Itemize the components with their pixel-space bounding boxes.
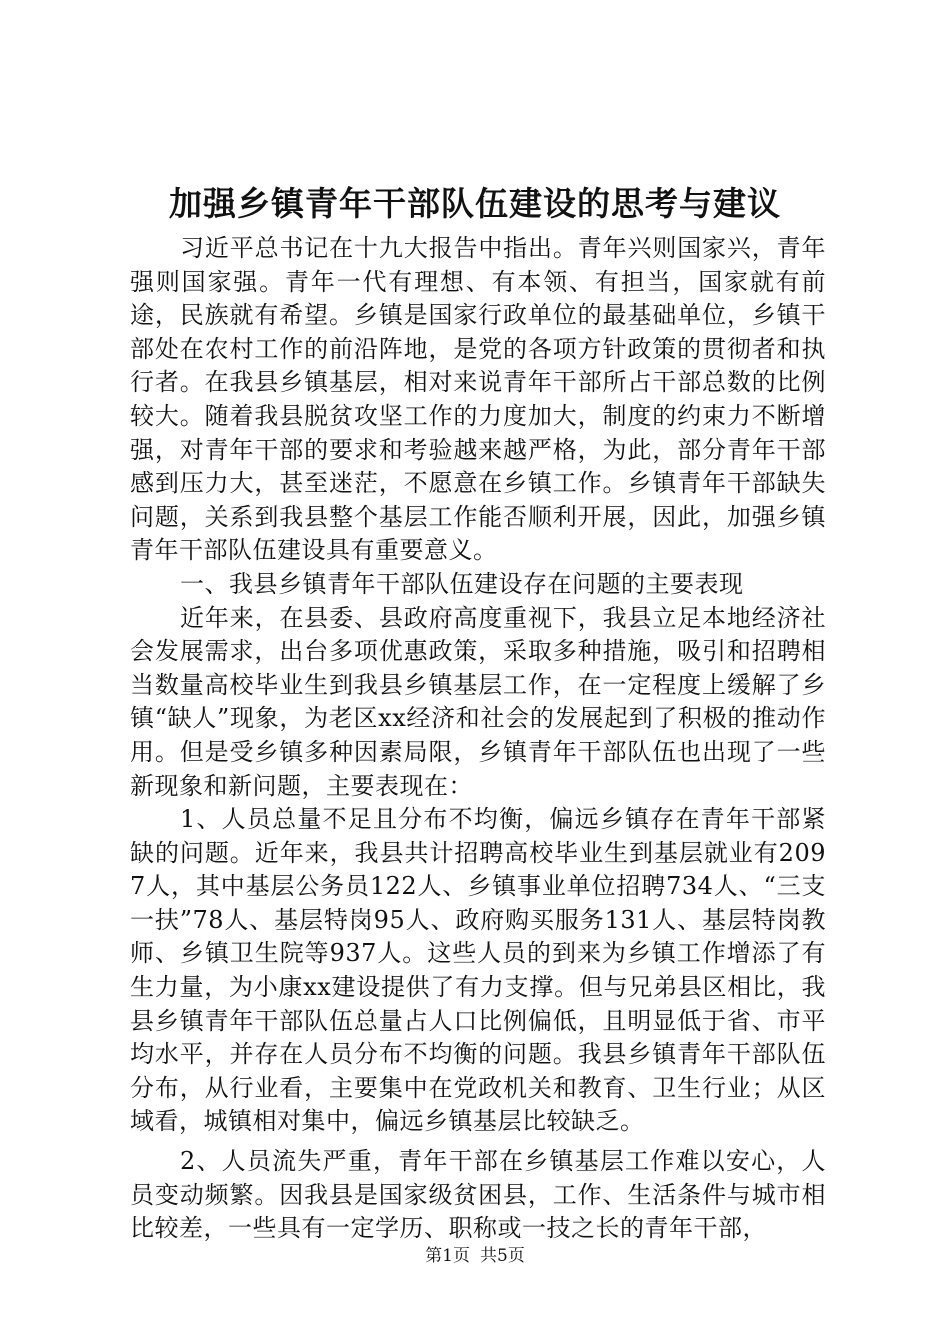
section-heading-1: 一、我县乡镇青年干部队伍建设存在问题的主要表现: [180, 569, 744, 598]
document-title: 加强乡镇青年干部队伍建设的思考与建议: [169, 184, 781, 223]
document-body: [130, 232, 826, 1246]
paragraph-overview: 近年来，在县委、县政府高度重视下，我县立足本地经济社会发展需求，出台多项优惠政策，采取多种措施，吸引和招聘相当数量高校毕业生到我县乡镇基层工作，在一定程度上缓解了乡镇“缺人”现象，为老区xx经济和社会的发展起到了积极的推动作用。但是受乡镇多种因素局限，乡镇青年干部队伍也出现了一些新现象和新问题，主要表现在：: [130, 603, 826, 800]
page-total: 共5页: [480, 1246, 525, 1266]
paragraph-point-1: 1、人员总量不足且分布不均衡，偏远乡镇存在青年干部紧缺的问题。近年来，我县共计招聘高校毕业生到基层就业有2097人，其中基层公务员122人、乡镇事业单位招聘734人、“三支一扶”78人、基层特岗95人、政府购买服务131人、基层特岗教师、乡镇卫生院等937人。这些人员的到来为乡镇工作增添了有生力量，为小康xx建设提供了有力支撑。但与兄弟县区相比，我县乡镇青年干部队伍总量占人口比例偏低，且明显低于省、市平均水平，并存在人员分布不均衡的问题。我县乡镇青年干部队伍分布，从行业看，主要集中在党政机关和教育、卫生行业；从区域看，城镇相对集中，偏远乡镇基层比较缺乏。: [130, 805, 826, 1136]
paragraph-point-2: 2、人员流失严重，青年干部在乡镇基层工作难以安心，人员变动频繁。因我县是国家级贫困县，工作、生活条件与城市相比较差，一些具有一定学历、职称或一技之长的青年干部，: [130, 1147, 826, 1243]
page-number: 第1页: [425, 1246, 470, 1266]
paragraph-intro: 习近平总书记在十九大报告中指出。青年兴则国家兴，青年强则国家强。青年一代有理想、有本领、有担当，国家就有前途，民族就有希望。乡镇是国家行政单位的最基础单位，乡镇干部处在农村工作的前沿阵地，是党的各项方针政策的贯彻者和执行者。在我县乡镇基层，相对来说青年干部所占干部总数的比例较大。随着我县脱贫攻坚工作的力度加大，制度的约束力不断增强，对青年干部的要求和考验越来越严格，为此，部分青年干部感到压力大，甚至迷茫，不愿意在乡镇工作。乡镇青年干部缺失问题，关系到我县整个基层工作能否顺利开展，因此，加强乡镇青年干部队伍建设具有重要意义。: [130, 234, 826, 565]
page-footer: [0, 1244, 950, 1268]
